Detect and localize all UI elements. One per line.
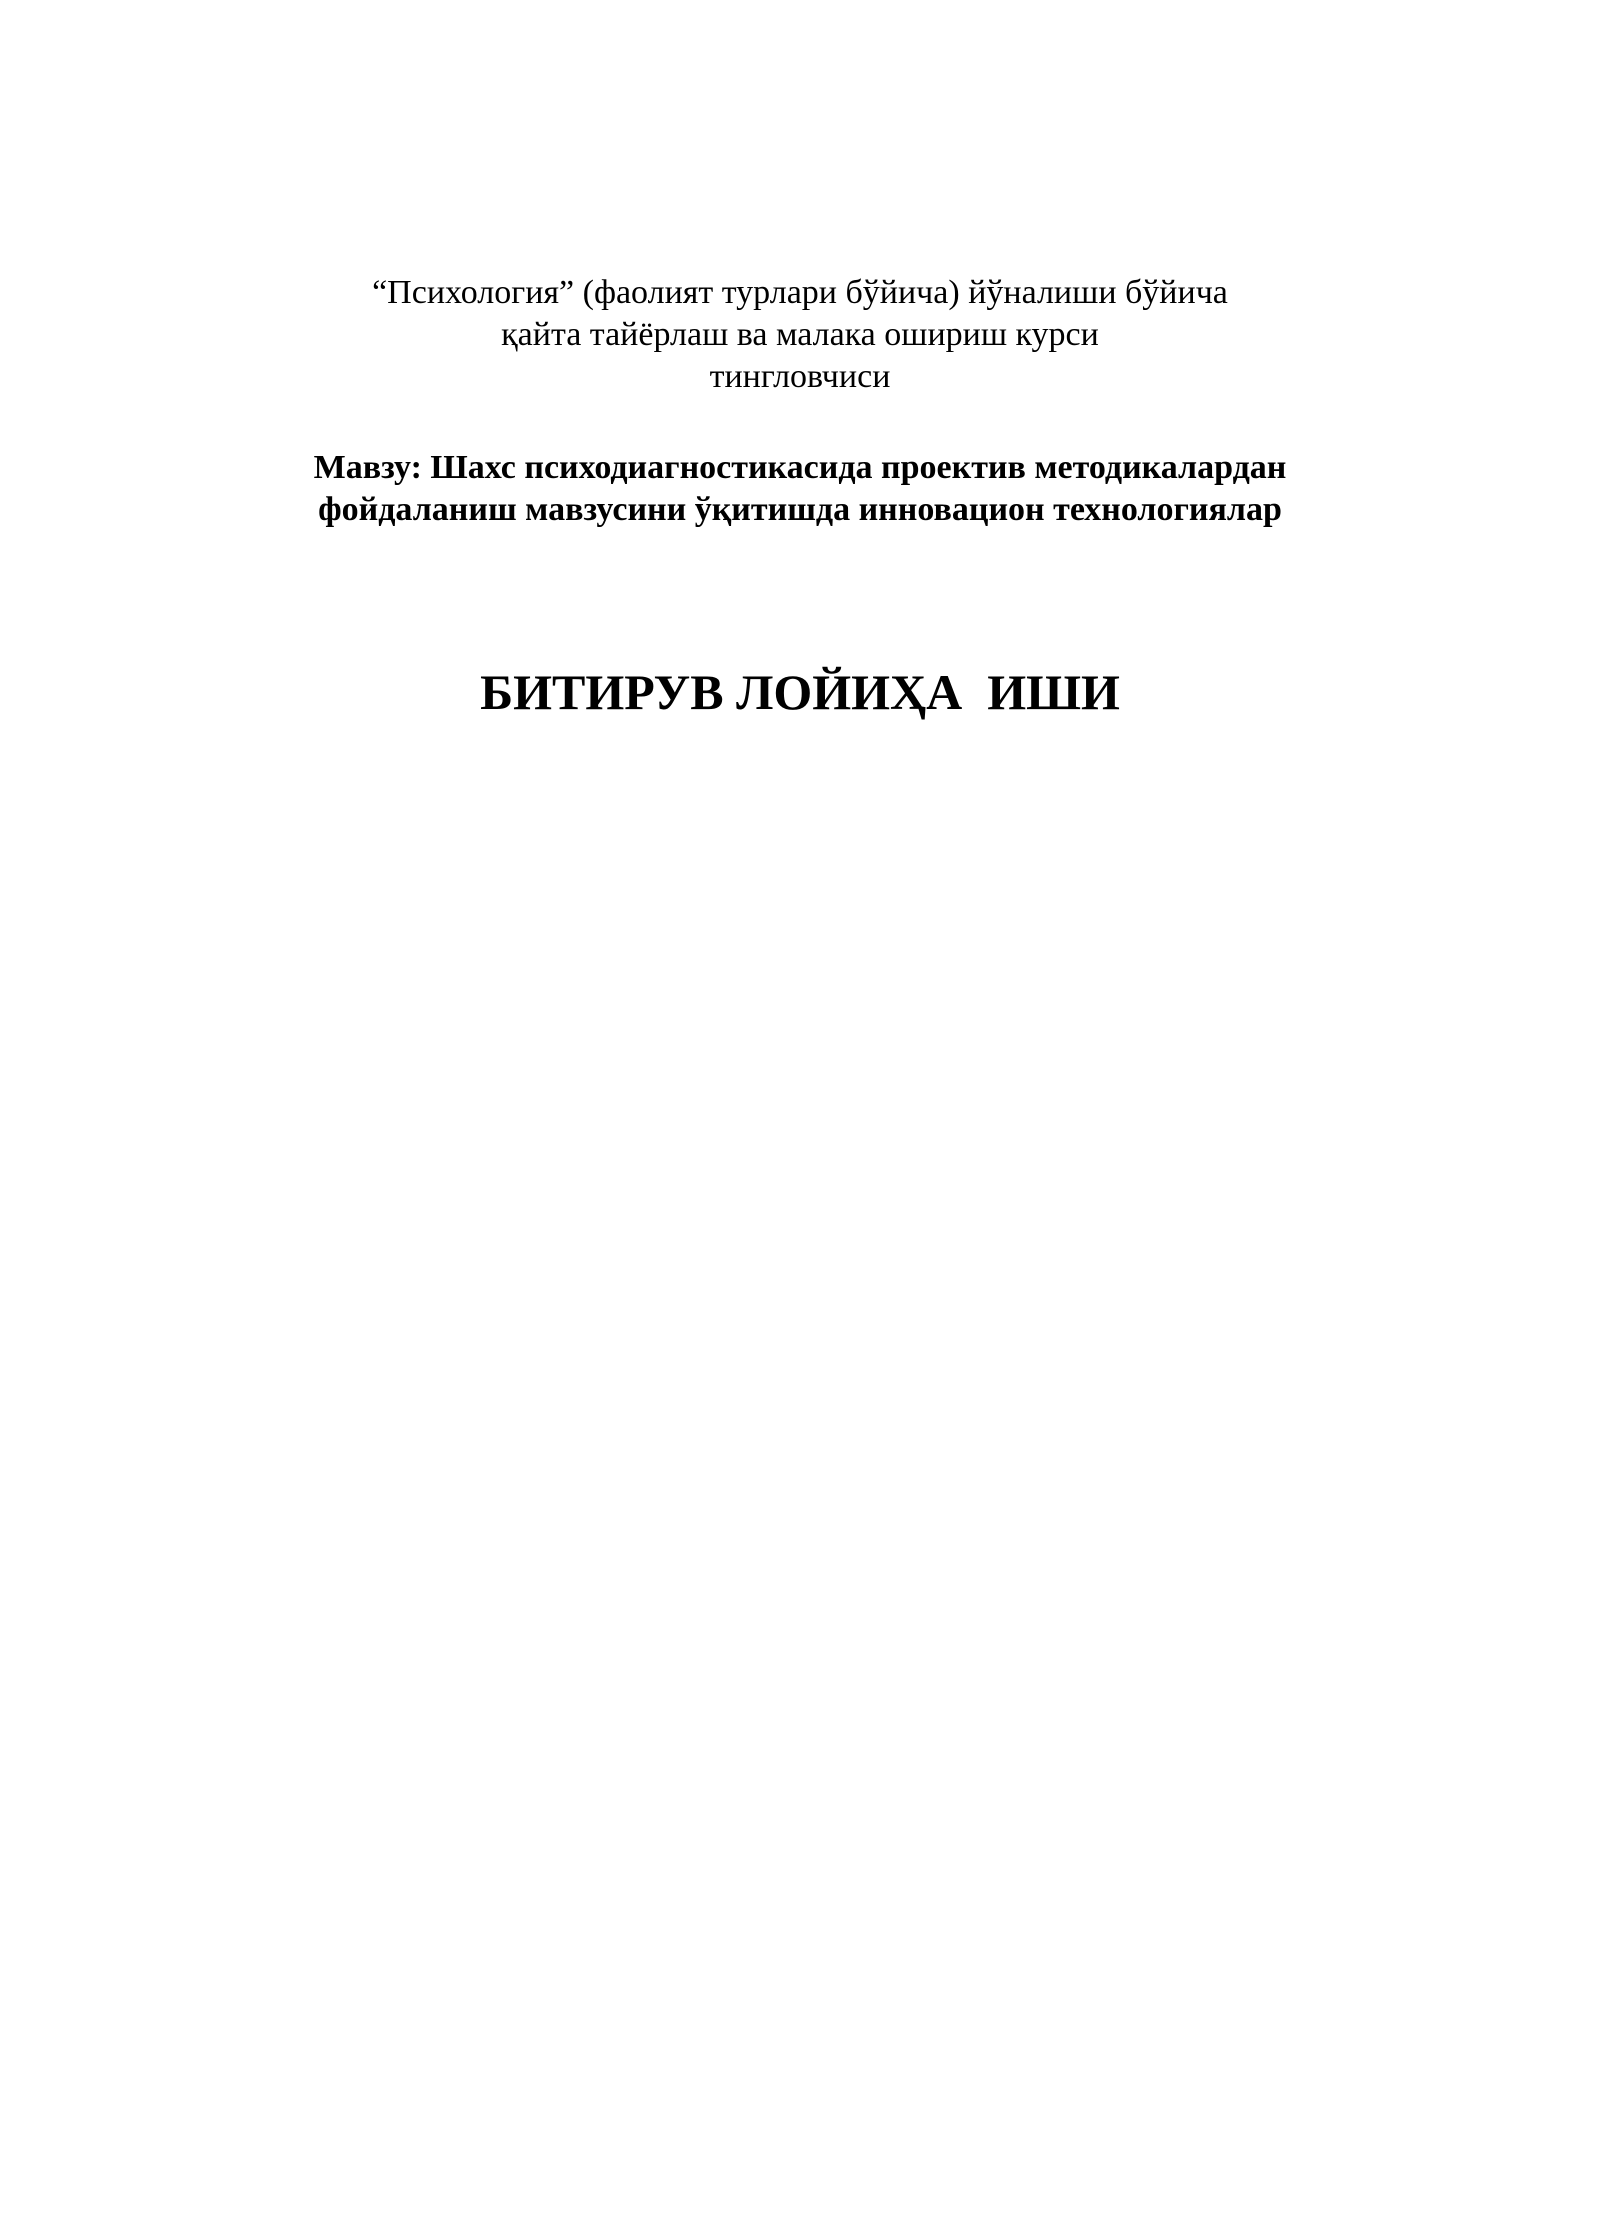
course-header <box>0 272 1600 398</box>
course-header-line-1: “Психология” (фаолият турлари бўйича) йўналиши бўйича <box>372 274 1228 311</box>
course-header-line-2: қайта тайёрлаш ва малака ошириш курси <box>501 316 1099 353</box>
course-header-line-3: тингловчиси <box>709 358 891 395</box>
topic-line-2: фойдаланиш мавзусини ўқитишда инновацион технологиялар <box>318 491 1282 528</box>
topic-line-1: Мавзу: Шахс психодиагностикасида проектив методикалардан <box>313 449 1287 486</box>
document-title: БИТИРУВ ЛОЙИҲА ИШИ <box>480 664 1120 720</box>
topic-section <box>0 447 1600 531</box>
